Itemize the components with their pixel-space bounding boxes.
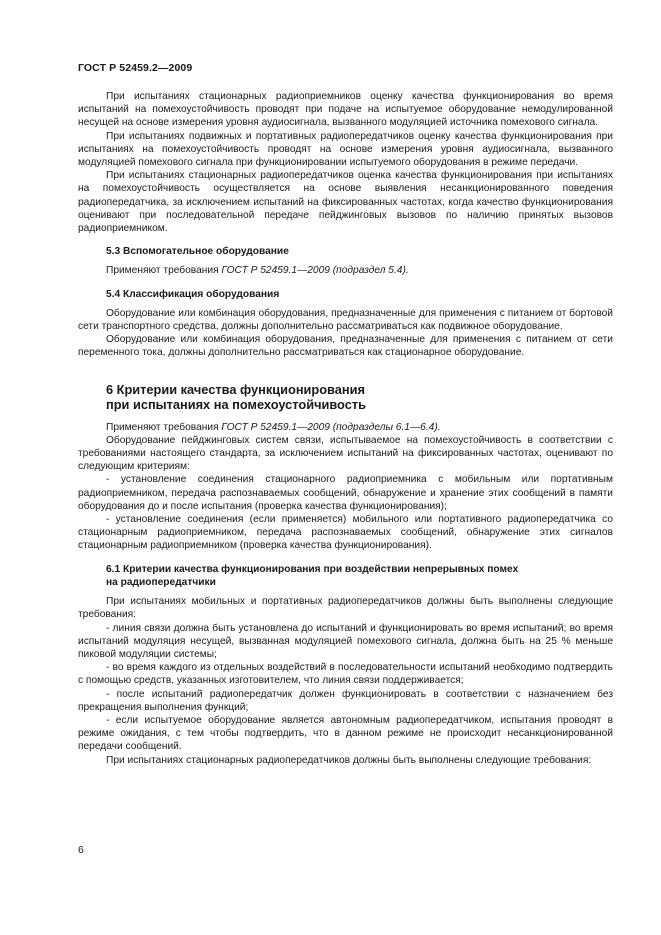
text: Применяют требования [106, 421, 222, 433]
list-item: - установление соединения (если применяется) мобильного или портативного радиопередатчика со стационарным радиоприемником, передача распознаваемых сообщений, обнаружение этих сигналов стационарным радиоприемником (проверка качества функционирования). [78, 514, 613, 552]
list-item: - линия связи должна быть установлена до испытаний и функционировать во время испытаний; во время испытаний модуляция несущей, вызванная модуляцией помехового сигнала, должна быть на 25 % меньше пиковой модуляции системы; [78, 622, 613, 660]
paragraph: Оборудование пейджинговых систем связи, испытываемое на помехоустойчивость в соответствии с требованиями настоящего стандарта, за исключением испытаний на фиксированных частотах, оценивают по следующим критериям: [78, 434, 613, 473]
heading-line: 6 Критерии качества функционирования [106, 381, 365, 397]
document-body [78, 90, 613, 767]
page-number: 6 [78, 844, 84, 856]
list-item: - после испытаний радиопередатчик должен функционировать в соответствии с назначением без прекращения выполнения функций; [78, 688, 613, 713]
section-heading-6 [106, 382, 613, 413]
document-header: ГОСТ Р 52459.2—2009 [78, 62, 193, 74]
paragraph [78, 264, 613, 277]
standard-reference: ГОСТ Р 52459.1—2009 (подразделы 6.1—6.4). [221, 421, 441, 433]
text: Применяют требования [106, 265, 222, 277]
heading-line: при испытаниях на помехоустойчивость [106, 397, 366, 413]
paragraph: При испытаниях подвижных и портативных радиопередатчиков оценку качества функционирования при испытаниях на помехоустойчивость проводят на основе измерения уровня аудиосигнала, вызванного модуляцией помехового сигнала при функционировании испытуемого оборудования в режиме передачи. [78, 130, 613, 169]
paragraph: При испытаниях стационарных радиопередатчиков оценка качества функционирования при испытаниях на помехоустойчивость осуществляется на основе выявления несанкционированного поведения радиопередатчика, за исключением испытаний на фиксированных частотах, когда качество функционирования оценивают при последовательной передаче пейджинговых вызовов по наличию принятых вызовов радиоприемником. [78, 170, 613, 235]
paragraph: При испытаниях стационарных радиопередатчиков должны быть выполнены следующие требования: [106, 754, 592, 766]
list-item: - если испытуемое оборудование является автономным радиопередатчиком, испытания проводят в режиме ожидания, с тем чтобы подтвердить, что в данном режиме не происходит несанкционированной передачи сообщений. [78, 714, 613, 753]
section-heading-6-1 [106, 563, 613, 589]
standard-reference: ГОСТ Р 52459.1—2009 (подраздел 5.4). [221, 265, 409, 277]
heading-line: на радиопередатчики [106, 576, 216, 588]
paragraph [78, 421, 613, 434]
list-item: - установление соединения стационарного радиоприемника с мобильным или портативным радиоприемником, передача распознаваемых сообщений, обнаружение и хранение этих сообщений в памяти оборудования до и после испытания (проверка качества функционирования); [78, 474, 613, 512]
paragraph: Оборудование или комбинация оборудования, предназначенные для применения с питанием от сети переменного тока, должны дополнительно рассматриваться как стационарное оборудование. [78, 334, 613, 359]
list-item: - во время каждого из отдельных воздействий в последовательности испытаний необходимо подтвердить с помощью средств, указанных изготовителем, что линия связи поддерживается; [78, 662, 613, 687]
heading-line: 6.1 Критерии качества функционирования при воздействии непрерывных помех [106, 563, 519, 575]
section-heading-5-4: 5.4 Классификация оборудования [106, 288, 280, 300]
paragraph: При испытаниях мобильных и портативных радиопередатчиков должны быть выполнены следующие требования: [78, 596, 613, 621]
paragraph: При испытаниях стационарных радиоприемников оценку качества функционирования во время испытаний на помехоустойчивость проводят при подаче на испытуемое оборудование немодулированной несущей на основе измерения уровня аудиосигнала, вызванного модуляцией источника помехового сигнала. [78, 91, 613, 129]
paragraph: Оборудование или комбинация оборудования, предназначенные для применения с питанием от бортовой сети транспортного средства, должны дополнительно рассматриваться как подвижное оборудование. [78, 307, 613, 333]
section-heading-5-3: 5.3 Вспомогательное оборудование [106, 246, 289, 258]
